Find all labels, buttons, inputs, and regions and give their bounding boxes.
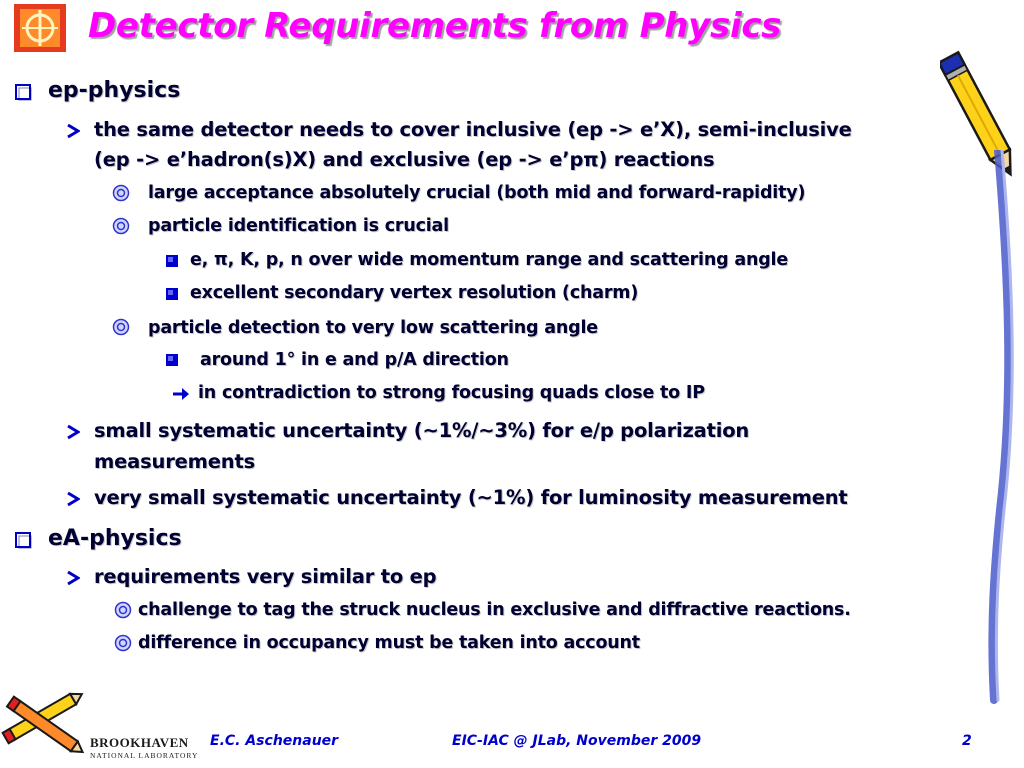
slide-title: Detector Requirements from Physics [88, 6, 782, 46]
list-item: particle identification is crucial [148, 216, 449, 236]
square-bullet-icon [166, 255, 178, 267]
square-bullet-icon [166, 288, 178, 300]
swirl-bullet-icon [114, 634, 132, 652]
page-number: 2 [962, 733, 972, 749]
brookhaven-logo [90, 735, 202, 760]
list-item: large acceptance absolutely crucial (both mid and forward-rapidity) [148, 183, 806, 203]
list-item: particle detection to very low scattering angle [148, 318, 598, 338]
list-item: the same detector needs to cover inclusive (ep -> e’X), semi-inclusive [94, 118, 852, 141]
checkbox-bullet-icon [14, 531, 32, 549]
list-item: e, π, K, p, n over wide momentum range and scattering angle [190, 250, 788, 270]
eic-logo-icon [14, 4, 66, 52]
footer-author: E.C. Aschenauer [210, 733, 339, 749]
swirl-bullet-icon [112, 184, 130, 202]
checkbox-bullet-icon [14, 83, 32, 101]
right-arrow-icon [172, 387, 190, 401]
arrow-bullet-icon [66, 570, 80, 586]
list-item: excellent secondary vertex resolution (charm) [190, 283, 639, 303]
list-item: very small systematic uncertainty (~1%) for luminosity measurement [94, 486, 848, 509]
section-heading-ea: eA-physics [48, 526, 182, 551]
pencils-icon [0, 680, 92, 768]
list-item-continuation: (ep -> e’hadron(s)X) and exclusive (ep -> e’pπ) reactions [94, 148, 715, 171]
lab-subtitle: NATIONAL LABORATORY [90, 751, 199, 760]
lab-name: BROOKHAVEN [90, 735, 189, 750]
swirl-bullet-icon [114, 601, 132, 619]
arrow-bullet-icon [66, 491, 80, 507]
list-item: challenge to tag the struck nucleus in exclusive and diffractive reactions. [138, 600, 851, 620]
list-item: requirements very similar to ep [94, 565, 437, 588]
list-item-continuation: measurements [94, 450, 255, 473]
square-bullet-icon [166, 354, 178, 366]
section-heading-ep: ep-physics [48, 78, 181, 103]
list-item: difference in occupancy must be taken into account [138, 633, 640, 653]
list-item: in contradiction to strong focusing quads close to IP [198, 383, 705, 403]
decorative-curve [950, 150, 1020, 710]
footer-event: EIC-IAC @ JLab, November 2009 [452, 733, 702, 749]
list-item: around 1° in e and p/A direction [200, 350, 509, 370]
arrow-bullet-icon [66, 123, 80, 139]
arrow-bullet-icon [66, 424, 80, 440]
swirl-bullet-icon [112, 217, 130, 235]
swirl-bullet-icon [112, 318, 130, 336]
list-item: small systematic uncertainty (~1%/~3%) for e/p polarization [94, 419, 750, 442]
